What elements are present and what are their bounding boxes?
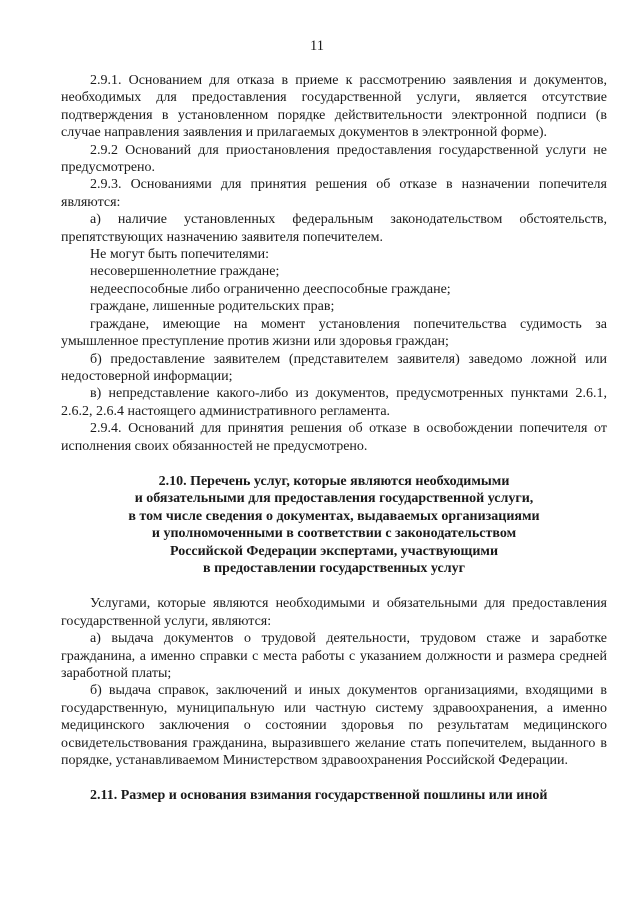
- document-body: [61, 72, 607, 805]
- paragraph-2-9-4: 2.9.4. Оснований для принятия решения об отказе в освобождении попечителя от исполнения своих обязанностей не предусмотрено.: [61, 421, 607, 454]
- list-item-deprived-parental-rights: граждане, лишенные родительских прав;: [90, 299, 335, 315]
- paragraph-2-9-3: 2.9.3. Основаниями для принятия решения об отказе в назначении попечителя являются:: [61, 177, 607, 210]
- heading-line: и уполномоченными в соответствии с законодательством: [151, 526, 517, 542]
- heading-line: и обязательными для предоставления государственной услуги,: [134, 491, 534, 507]
- paragraph-2-9-1: 2.9.1. Основанием для отказа в приеме к рассмотрению заявления и документов, необходимых для предоставления государственной услуги, является отсутствие подтверждения в установленном порядке действительности электронной подписи (в случае направления заявления и прилагаемых документов в электронной форме).: [61, 73, 607, 141]
- paragraph-service-a: а) выдача документов о трудовой деятельности, трудовом стаже и заработке гражданина, а именно справки с места работы с указанием должности и размера средней заработной платы;: [61, 631, 607, 681]
- paragraph-2-9-2: 2.9.2 Оснований для приостановления предоставления государственной услуги не предусмотрено.: [61, 142, 607, 176]
- list-item-convicted: граждане, имеющие на момент установления попечительства судимость за умышленное преступление против жизни или здоровья граждан;: [61, 316, 607, 350]
- section-heading-2-11: 2.11. Размер и основания взимания государственной пошлины или иной: [90, 788, 548, 804]
- paragraph-service-b: б) выдача справок, заключений и иных документов организациями, входящими в государственную, муниципальную или частную систему здравоохранения, а именно медицинского заключения о состоянии здоровья по результатам медицинского освидетельствования гражданина, выразившего желание стать попечителем, выданного в порядке, устанавливаемом Министерством здравоохранения Российской Федерации.: [61, 683, 607, 769]
- heading-line: 2.10. Перечень услуг, которые являются необходимыми: [158, 473, 510, 489]
- paragraph-cannot-be-guardians: Не могут быть попечителями:: [90, 247, 269, 263]
- heading-line: Российской Федерации экспертами, участвующими: [169, 543, 499, 559]
- heading-line: в том числе сведения о документах, выдаваемых организациями: [128, 508, 540, 524]
- heading-line: в предоставлении государственных услуг: [203, 560, 465, 576]
- section-heading-2-10: [61, 473, 607, 577]
- list-item-minors: несовершеннолетние граждане;: [90, 264, 280, 280]
- list-item-incapacitated: недееспособные либо ограниченно дееспособные граждане;: [90, 281, 451, 297]
- paragraph-item-b: б) предоставление заявителем (представителем заявителя) заведомо ложной или недостоверной информации;: [61, 351, 607, 384]
- paragraph-item-v: в) непредставление какого-либо из документов, предусмотренных пунктами 2.6.1, 2.6.2, 2.6.4 настоящего административного регламента.: [61, 386, 607, 419]
- page-number: 11: [310, 38, 324, 54]
- paragraph-services-intro: Услугами, которые являются необходимыми и обязательными для предоставления государственной услуги, являются:: [61, 596, 607, 629]
- paragraph-item-a: а) наличие установленных федеральным законодательством обстоятельств, препятствующих назначению заявителя попечителем.: [61, 212, 607, 245]
